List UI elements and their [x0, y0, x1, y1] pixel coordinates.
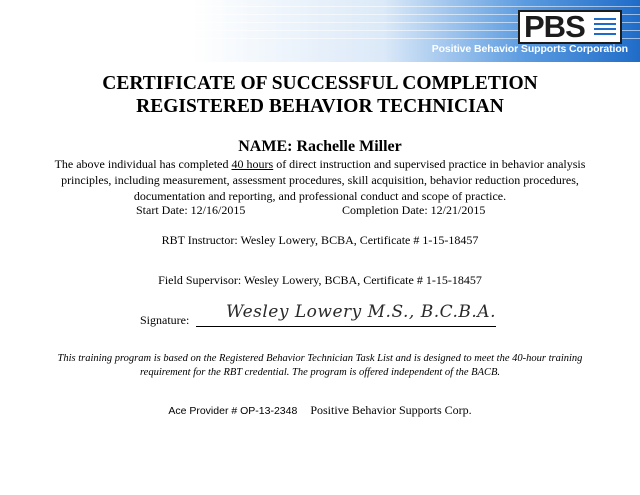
name-value: Rachelle Miller [296, 138, 402, 155]
completion-date-label: Completion Date: [342, 203, 428, 217]
completion-statement [40, 156, 600, 204]
certificate-subtitle: REGISTERED BEHAVIOR TECHNICIAN [136, 96, 504, 117]
certificate-title: CERTIFICATE OF SUCCESSFUL COMPLETION [102, 73, 538, 94]
logo-lines-icon [594, 18, 616, 38]
signature-handwriting: Wesley Lowery M.S., B.C.B.A. [226, 302, 496, 322]
signature-line [196, 326, 496, 327]
start-date-value: 12/16/2015 [190, 203, 246, 217]
corporation-name: Positive Behavior Supports Corporation [431, 43, 628, 55]
start-date [136, 203, 245, 218]
start-date-label: Start Date: [136, 203, 188, 217]
signature-label: Signature: [140, 313, 190, 327]
provider-row [0, 403, 640, 418]
logo-text: PBS [524, 9, 585, 44]
recipient-name [0, 138, 640, 156]
instructor-line: RBT Instructor: Wesley Lowery, BCBA, Certificate # 1-15-18457 [161, 233, 479, 247]
pbs-logo [518, 10, 622, 44]
provider-name: Positive Behavior Supports Corp. [310, 403, 472, 417]
program-disclaimer: This training program is based on the Registered Behavior Technician Task List and is designed to meet the 40-hour training requirement for the RBT credential. The program is offered independent of the BACB. [57, 353, 583, 378]
completion-date [342, 203, 485, 218]
hours-value: 40 hours [231, 157, 274, 171]
supervisor-line: Field Supervisor: Wesley Lowery, BCBA, Certificate # 1-15-18457 [158, 273, 482, 287]
completion-date-value: 12/21/2015 [430, 203, 486, 217]
header-band [0, 0, 640, 62]
statement-intro: The above individual has completed [54, 157, 229, 171]
name-label: NAME: [238, 138, 293, 155]
statement-details: of direct instruction and supervised practice in behavior analysis principles, including measurement, assessment procedures, skill acquisition, behavior reduction procedures, documentation and reporting, and professional conduct and scope of practice. [61, 157, 586, 203]
provider-number: Ace Provider # OP-13-2348 [168, 405, 298, 417]
